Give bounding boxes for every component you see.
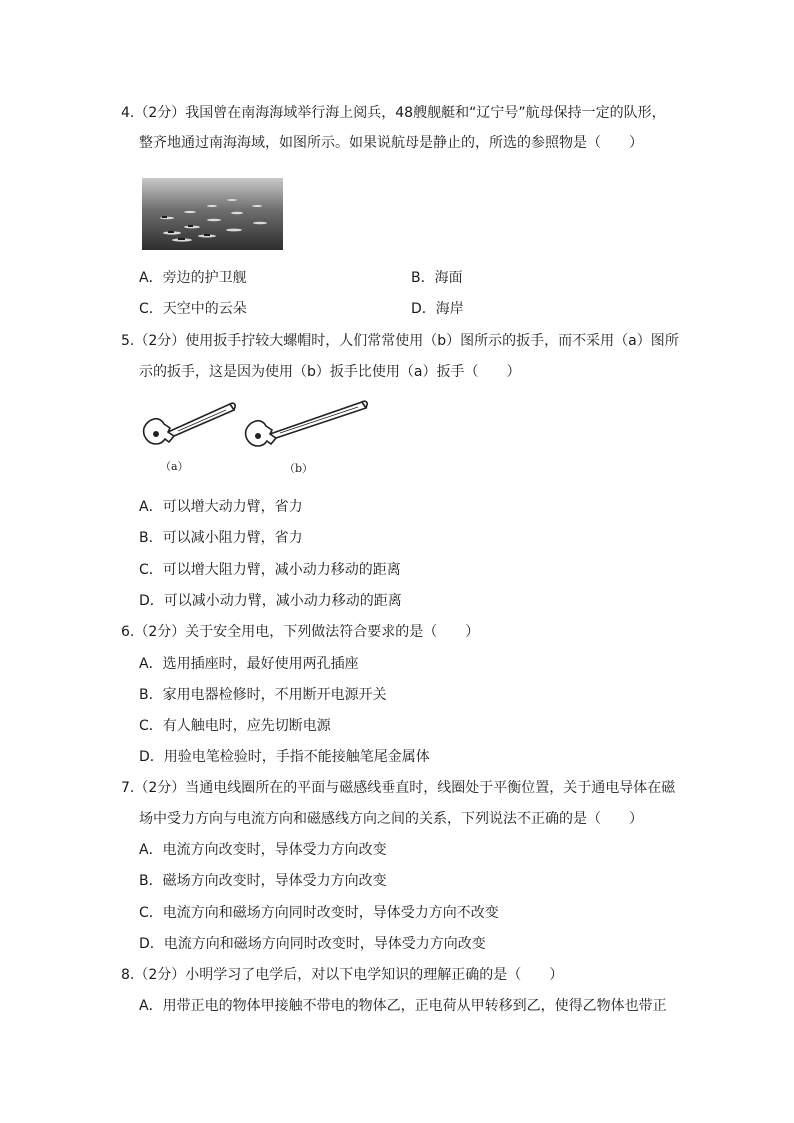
wrench-b-figure: [240, 398, 370, 475]
q5-option-a: A．可以增大动力臂，省力: [139, 499, 303, 515]
wrench-b-label: （b）: [284, 462, 314, 475]
q4-fleet-photo: [142, 178, 283, 250]
q5-stem-line2: 示的扳手，这是因为使用（b）扳手比使用（a）扳手（ ）: [139, 364, 521, 380]
q7-option-b: B．磁场方向改变时，导体受力方向改变: [139, 873, 387, 889]
q4-option-c: C．天空中的云朵: [139, 301, 247, 317]
q6-stem: 6.（2分）关于安全用电，下列做法符合要求的是（ ）: [121, 624, 480, 640]
q5-option-b: B．可以减小阻力臂，省力: [139, 530, 303, 546]
q8-stem: 8.（2分）小明学习了电学后，对以下电学知识的理解正确的是（ ）: [121, 967, 564, 983]
q5-option-c: C．可以增大阻力臂，减小动力移动的距离: [139, 562, 401, 578]
q7-option-c: C．电流方向和磁场方向同时改变时，导体受力方向不改变: [139, 905, 499, 921]
wrench-a-label: （a）: [160, 460, 189, 473]
q4-option-b: B．海面: [411, 270, 463, 286]
q5-option-d: D．可以减小动力臂，减小动力移动的距离: [139, 593, 402, 609]
q6-option-d: D．用验电笔检验时，手指不能接触笔尾金属体: [139, 749, 430, 765]
q5-stem-line1: 5.（2分）使用扳手拧较大螺帽时，人们常常使用（b）图所示的扳手，而不采用（a）图所: [121, 333, 679, 349]
q6-option-c: C．有人触电时，应先切断电源: [139, 718, 331, 734]
q4-option-d: D．海岸: [411, 301, 464, 317]
q4-stem-line1: 4.（2分）我国曾在南海海域举行海上阅兵，48艘舰艇和“辽宁号”航母保持一定的队形，: [121, 105, 666, 121]
q7-stem-line2: 场中受力方向与电流方向和磁感线方向之间的关系，下列说法不正确的是（ ）: [139, 811, 643, 827]
q7-option-a: A．电流方向改变时，导体受力方向改变: [139, 842, 387, 858]
q7-option-d: D．电流方向和磁场方向同时改变时，导体受力方向改变: [139, 936, 486, 952]
wrench-a-figure: [138, 398, 238, 473]
q8-option-a: A．用带正电的物体甲接触不带电的物体乙，正电荷从甲转移到乙，使得乙物体也带正: [139, 998, 667, 1014]
q7-stem-line1: 7.（2分）当通电线圈所在的平面与磁感线垂直时，线圈处于平衡位置，关于通电导体在磁: [121, 780, 676, 796]
q4-stem-line2: 整齐地通过南海海域，如图所示。如果说航母是静止的，所选的参照物是（ ）: [139, 135, 643, 151]
q6-option-b: B．家用电器检修时，不用断开电源开关: [139, 687, 387, 703]
q4-option-a: A．旁边的护卫舰: [139, 270, 247, 286]
q6-option-a: A．选用插座时，最好使用两孔插座: [139, 656, 359, 672]
